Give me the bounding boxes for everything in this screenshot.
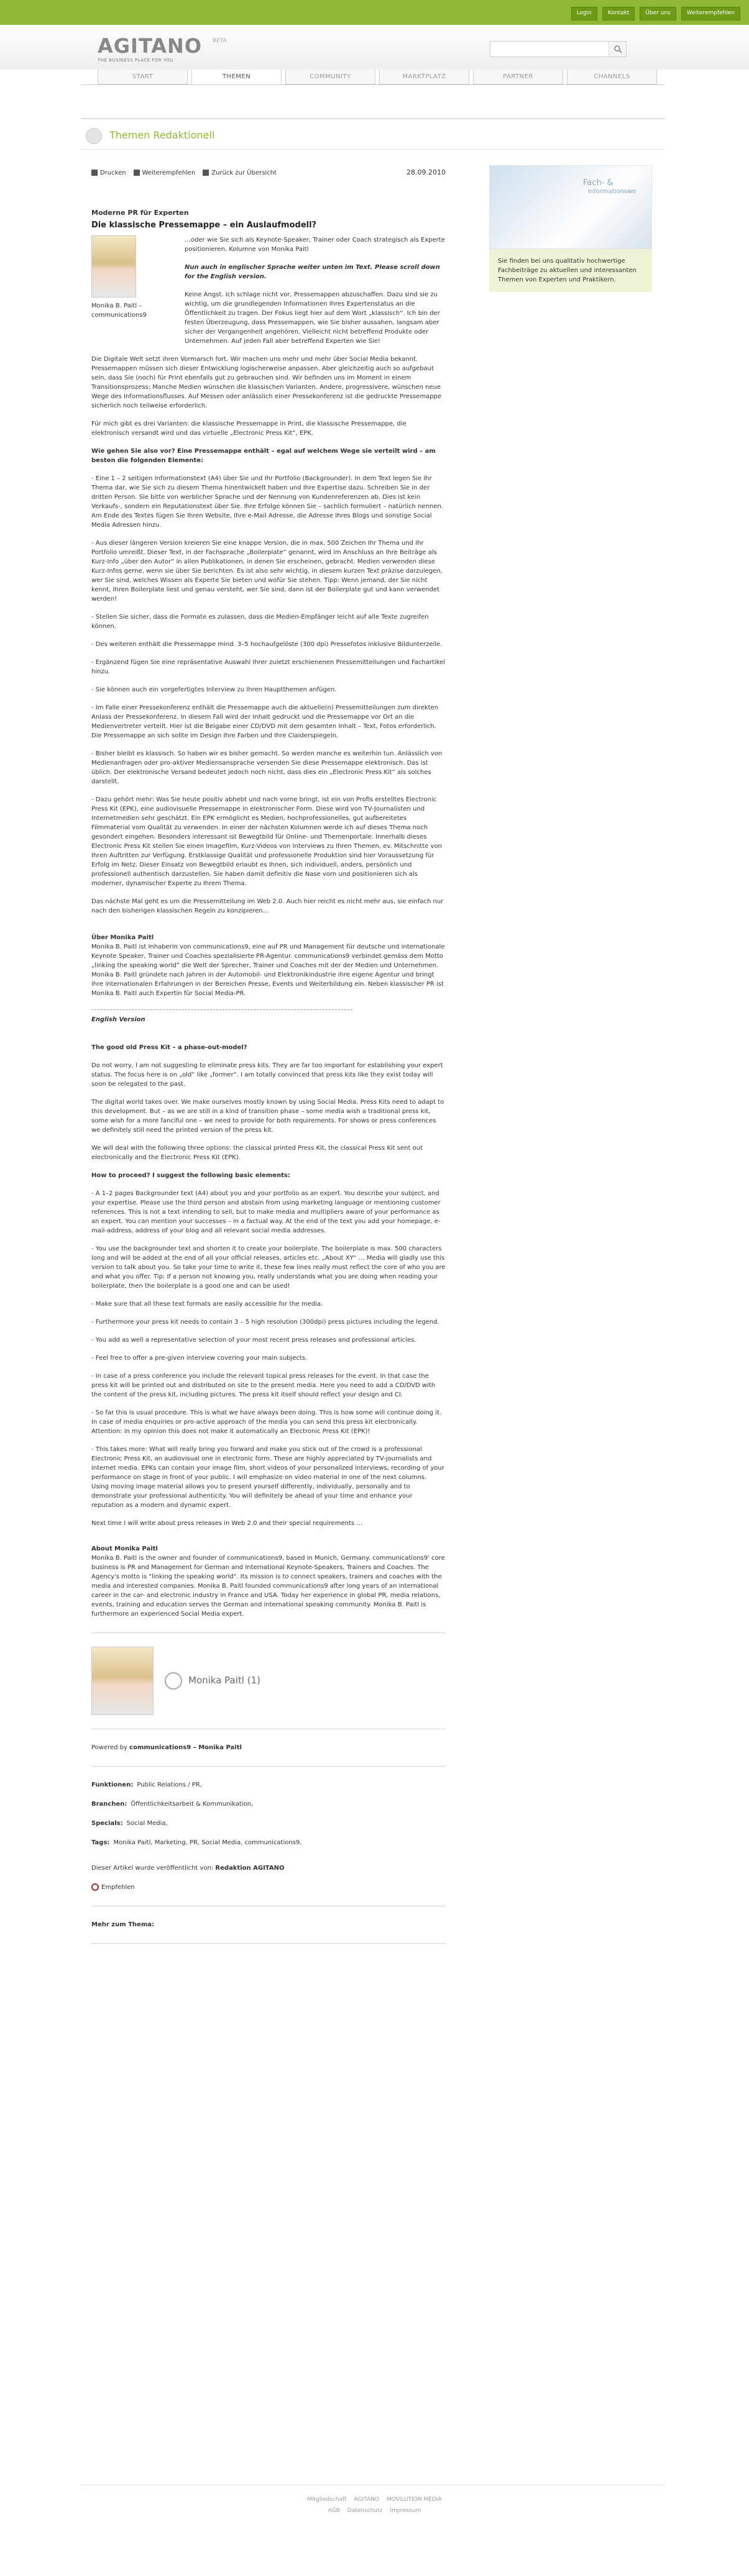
about-text-en: Monika B. Paitl is the owner and founder of communications9, based in Munich, Germany. communications9' core business is PR and Management for German and International Keynote-Speakers, Trainers and Coaches. The Agency's motto is "linking the speaking world". Its mission is to connect speakers, trainers and coaches with the media and interested companies. Monika B. Paitl founded communications9 after long years of an international career in the car- and electronic industry in France and USA. Today her experience in global PR, media relations, events, training and education serves the German and international speaking community. Monika B. Paitl is furthermore an experienced Social Media expert. xyxy=(91,1554,445,1618)
header xyxy=(0,25,749,70)
main-nav xyxy=(98,70,657,84)
section-divider-top xyxy=(81,118,665,119)
logo-text: AGITANO xyxy=(98,34,203,58)
paragraph-en: Next time I will write about press releases in Web 2.0 and their special requirements … xyxy=(91,1519,363,1527)
divider xyxy=(91,1766,446,1767)
profile-name[interactable]: Monika Paitl (1) xyxy=(188,1675,260,1686)
print-label: Drucken xyxy=(100,169,126,176)
about-button[interactable]: Über uns xyxy=(640,7,676,20)
author-org: communications9 xyxy=(91,311,147,319)
divider xyxy=(91,1943,446,1944)
paragraph-en: - A 1–2 pages Backgrounder text (A4) about you and your portfolio as an expert. You describe your subject, and your expertise. Please use the third person and abstain from using marketing language or mentioning customer references. This is not a text intending to sell, but to make media and multipliers aware of your performance as an expert. You can mention your successes – in a factual way. At the end of the text you add your homepage, e-mail-address, address of your blog and all relevant social media addresses. xyxy=(91,1190,441,1234)
branchen-label: Branchen: xyxy=(91,1800,127,1808)
profile-photo[interactable] xyxy=(91,1647,154,1715)
paragraph-en: - Make sure that all these text formats are easily accessible for the media. xyxy=(91,1300,323,1308)
paragraph-en: - Feel free to offer a pre-given interview covering your main subjects. xyxy=(91,1354,308,1362)
paragraph-de: Das nächste Mal geht es um die Pressemitteilung im Web 2.0. Auch hier reicht es nicht mehr aus, sie einfach nur nach den bisherigen klassischen Regeln zu konzipieren… xyxy=(91,898,444,914)
profile-icon xyxy=(165,1672,182,1690)
logo-beta: BETA xyxy=(213,38,227,44)
tab-themen[interactable]: THEMEN xyxy=(191,70,282,84)
article xyxy=(91,168,446,1957)
separator xyxy=(91,1009,352,1010)
published-value[interactable]: Redaktion AGITANO xyxy=(215,1864,285,1872)
author-photo xyxy=(91,235,136,298)
footer-link[interactable]: Impressum xyxy=(390,2508,421,2514)
paragraph-de: - Im Falle einer Pressekonferenz enthält die Pressemappe auch die aktuelle(n) Pressemitteilungen zum direkten Anlass der Pressekonferenz. In diesem Fall wird der Inhalt gedruckt und die Pressemappe vor Ort an die Medienvertreter verteilt. Hier ist die Beigabe einer CD/DVD mit dem gesamten Inhalt – Text, Fotos erforderlich. Die Pressemappe an sich sollte im Design Ihre Farben und Ihre Claiderspiegeln. xyxy=(91,704,439,739)
printer-icon xyxy=(91,170,98,176)
powered-by xyxy=(91,1743,446,1752)
recommend-site-button[interactable]: Weiterempfehlen xyxy=(681,7,740,20)
print-link[interactable] xyxy=(91,168,126,178)
english-headline: The good old Press Kit – a phase-out-model? xyxy=(91,1044,247,1051)
paragraph-en: The digital world takes over. We make ourselves mostly known by using Social Media. Press Kits need to adapt to this development. But – as we are still in a kind of transition phase – some media wish a traditional press kit, some wish for a more fanciful one – we need to provide for both requirements. For shows or press conferences we definitely still need the printed version of the press kit. xyxy=(91,1098,444,1134)
article-date: 28.09.2010 xyxy=(407,168,446,176)
footer-link[interactable]: AGB xyxy=(328,2508,340,2514)
logo[interactable] xyxy=(98,31,227,64)
about-text-de: Monika B. Paitl ist Inhaberin von communications9, eine auf PR und Management für deutsche und internationale Keynote Speaker, Trainer und Coaches spezialisierte PR-Agentur. communications9 verbindet gemäss dem Motto „linking the speaking world“ die Welt der Sprecher, Trainer und Coaches mit der der Medien und Unternehmen. Monika B. Paitl gründete nach Jahren in der Automobil- und Elektronikindustrie ihre eigene Agentur und bringt ihre internationalen Erfahrungen in der Bereichen Presse, Events und Weiterbildung ein. Neben klassischer PR ist Monika B. Paitl auch Expertin für Social Media-PR. xyxy=(91,943,445,997)
recommend-label: Empfehlen xyxy=(101,1883,135,1891)
meta-funktionen xyxy=(91,1780,446,1790)
globe-icon xyxy=(86,128,102,144)
back-link[interactable] xyxy=(203,168,277,178)
author-box xyxy=(91,235,185,355)
paragraph-en: - You use the backgrounder text and shorten it to create your boilerplate. The boilerplate is max. 500 characters long and will be added at the end of all your official releases, articles etc. „About XY“ … Media will gladly use this version to talk about you. So take your time to write it, these few lines really must reflect the core of who you are and what you offer. Tip: If a person not knowing you, really understands what you are doing when reading your boilerplate, then the boilerplate is a good one and can be used! xyxy=(91,1245,446,1290)
funktionen-label: Funktionen: xyxy=(91,1781,134,1788)
mail-icon xyxy=(134,170,140,176)
paragraph-en: Do not worry, I am not suggesting to eliminate press kits. They are far too important for establishing your expert status. The focus here is on „old“ like „former“. I am totally convinced that press kits like they exist today will soon be relegated to the past. xyxy=(91,1062,443,1088)
english-version-label: English Version xyxy=(91,1016,145,1023)
footer-link[interactable]: Mitgliedschaft xyxy=(307,2496,347,2503)
arrow-left-icon xyxy=(203,170,209,176)
paragraph-de: Für mich gibt es drei Varianten: die klassische Pressemappe in Print, die klassische Pressemappe, die elektronisch versandt wird und das virtuelle „Electronic Press Kit“, EPK. xyxy=(91,420,407,437)
paragraph-en: - Furthermore your press kit needs to contain 3 – 5 high resolution (300dpi) press pictures including the legend. xyxy=(91,1318,439,1326)
tags-value[interactable]: Monika Paitl, Marketing, PR, Social Media, communications9, xyxy=(113,1839,302,1846)
search-box xyxy=(490,41,627,57)
paragraph-de: - Dazu gehört mehr: Was Sie heute positiv abhebt und nach vorne bringt, ist ein von Profis erstelltes Electronic Press Kit (EPK), eine audiovisuelle Pressemappe in elektronischer Form. Diese wird von TV-Journalisten und Internetmedien sehr geschätzt. Ein EPK ermöglicht es Medien, hochprofessionelles, gut aufbereitetes Filmmaterial vom Qualität zu verwenden. In einer der nächsten Kolumnen werde ich auf dieses Thema noch gesondert eingehen. Besonders interessant ist Bewegtbild für Online- und Themenportale. Innerhalb dieses Electronic Press Kit stellen Sie einen Imagefilm, Kurz-Videos von Interviews zu Ihren Themen, ev. Mitschnitte von Ihren Auftritten zur Verfügung. Erstklassige Qualität und professionelle Produktion sind hier Voraussetzung für Erfolg im Netz. Dieser Einsatz von Bewegtbild erlaubt es Ihnen, sich individuell, anders, persönlich und professionell authentisch darzustellen. Sie haben damit definitiv die Nase vorn und positionieren sich als moderner, dynamischer Experte zu Ihrem Thema. xyxy=(91,796,442,887)
top-bar xyxy=(0,0,749,25)
specials-label: Specials: xyxy=(91,1819,123,1827)
more-heading: Mehr zum Thema: xyxy=(91,1921,154,1928)
specials-value[interactable]: Social Media, xyxy=(126,1819,168,1827)
branchen-value[interactable]: Öffentlichkeitsarbeit & Kommunikation, xyxy=(131,1800,254,1808)
article-tools xyxy=(91,168,446,178)
article-intro xyxy=(91,235,446,355)
paragraph-de: - Ergänzend fügen Sie eine repräsentative Auswahl Ihrer zuletzt erschienenen Pressemitteilungen und Fachartikel hinzu. xyxy=(91,658,446,675)
tab-community[interactable]: COMMUNITY xyxy=(285,70,375,84)
section-divider-bottom xyxy=(81,149,665,150)
english-note: Nun auch in englischer Sprache weiter unten im Text. Please scroll down for the English version. xyxy=(185,263,440,280)
tab-marktplatz[interactable]: MARKTPLATZ xyxy=(379,70,469,84)
recommend-label: Weiterempfehlen xyxy=(142,169,196,176)
published-by xyxy=(91,1864,446,1873)
recommend-button[interactable] xyxy=(91,1883,446,1892)
paragraph-de: Keine Angst. Ich schlage nicht vor, Pressemappen abzuschaffen. Dazu sind sie zu wichtig, um die grundlegenden Informationen Ihres Expertenstatus an die Öffentlichkeit zu tragen. Der Fokus liegt hier auf dem Wort „klassisch“. Ich bin der festen Überzeugung, dass Pressemappen, wie Sie bisher aussahen, langsam aber sicher der Vergangenheit angehören. Vielleicht nicht betreffend Produkte oder Unternehmen. Auf jeden Fall aber betreffend Experten wie Sie! xyxy=(185,291,440,345)
sidebar-image-sub: Informationswe xyxy=(588,188,636,195)
about-title-en: About Monika Paitl xyxy=(91,1545,158,1552)
paragraph-en: - In case of a press conference you include the relevant topical press releases for the event. In that case the press kit will be printed out and distributed on site to the present media. Here you need to add a CD/DVD with the content of the press kit, including pictures. The press kit itself should reflect your design and CI. xyxy=(91,1372,436,1398)
sidebar-text: Sie finden bei uns qualitativ hochwertige Fachbeiträge zu aktuellen und interessanten Themen von Experten und Praktikern. xyxy=(489,249,652,292)
search-icon xyxy=(613,45,622,53)
author-profile xyxy=(91,1647,446,1715)
login-button[interactable]: Login xyxy=(571,7,597,20)
paragraph-de: Wie gehen Sie also vor? Eine Pressemappe enthält – egal auf welchem Wege sie verteilt wird – am besten die folgenden Elemente: xyxy=(91,447,436,464)
funktionen-value[interactable]: Public Relations / PR, xyxy=(137,1781,202,1788)
divider xyxy=(91,1632,446,1633)
paragraph-de: Die Digitale Welt setzt ihren Vormarsch fort. Wir machen uns mehr und mehr über Social Media bekannt. Pressemappen müssen sich dieser Entwicklung logischerweise anpassen. Aber gleichzeitig auch so aufgebaut sein, dass Sie (noch) für Print ebenfalls gut zu gebrauchen sind. Wir befinden uns im Moment in einem Transitionsprozess: Manche Medien wünschen die klassischen Varianten. Andere, progressivere, wünschen neue Wege des Informationsflusses. Auf Messen oder anlässlich einer Pressekonferenz ist die gedruckte Pressemappe sicherlich noch teilweise erforderlich. xyxy=(91,355,442,409)
article-headline: Die klassische Pressemappe – ein Auslaufmodell? xyxy=(91,221,317,230)
intro-text xyxy=(185,235,446,355)
about-title-de: Über Monika Paitl xyxy=(91,934,154,941)
footer-link[interactable]: Datenschutz xyxy=(347,2508,383,2514)
meta-specials xyxy=(91,1819,446,1828)
sidebar-image[interactable] xyxy=(489,165,652,249)
meta-tags xyxy=(91,1838,446,1847)
tab-channels[interactable]: CHANNELS xyxy=(567,70,657,84)
logo-tagline: THE BUSINESS PLACE FOR YOU xyxy=(98,58,174,63)
paragraph-en: We will deal with the following three options: the classical printed Press Kit, the classical Press Kit sent out electronically and the Electronic Press Kit (EPK). xyxy=(91,1144,423,1161)
paragraph-en: - You add as well a representative selection of your most recent press releases and professional articles. xyxy=(91,1336,416,1344)
footer-link[interactable]: MOVILUTION MEDIA xyxy=(386,2496,442,2503)
search-button[interactable] xyxy=(609,42,626,57)
paragraph-de: - Des weiteren enthält die Pressemappe mind. 3–5 hochaufgelöste (300 dpi) Pressefotos inklusive Bildunterzeile. xyxy=(91,640,443,648)
tab-partner[interactable]: PARTNER xyxy=(473,70,563,84)
search-input[interactable] xyxy=(490,42,606,57)
meta-branchen xyxy=(91,1800,446,1809)
powered-value[interactable]: communications9 – Monika Paitl xyxy=(129,1744,242,1751)
article-kicker: Moderne PR für Experten xyxy=(91,208,189,217)
recommend-icon xyxy=(91,1883,99,1891)
footer-links-secondary xyxy=(0,2507,749,2516)
tags-label: Tags: xyxy=(91,1839,110,1846)
paragraph-de: - Eine 1 – 2 seitigen Informationstext (A4) über Sie und Ihr Portfolio (Backgrounder). In dem Text legen Sie Ihr Thema dar, wie Sie sich zu diesem Thema hinentwickelt haben und Ihre Expertise dazu. Schreiben Sie in der dritten Person. Sie bitte von werblicher Sprache und der Nennung von Kundenreferenzen ab. Dies ist kein Verkaufs-, sondern ein Reputationstext über Sie. Ihre Erfolge können Sie – sachlich formuliert – natürlich nennen. Am Ende des Textes fügen Sie Ihren Website, Ihre e-Mail Adresse, die Adresse Ihres Blogs und sonstige Social Media Adressen hinzu. xyxy=(91,475,443,529)
back-label: Zurück zur Übersicht xyxy=(211,169,277,176)
paragraph-de: - Aus dieser längeren Version kreieren Sie eine knappe Version, die in max. 500 Zeichen Ihr Thema und Ihr Portfolio umreißt. Dieser Text, in der Fachsprache „Boilerplate“ genannt, wird im Anschluss an Ihre Beiträge als Kurz-Info „über den Autor“ in allen Publikationen, in denen Sie erscheinen, gebracht. Medien verwenden diese Kurz-Infos gerne, wenn sie über Sie berichten. Es ist also sehr wichtig, in diesem kurzen Text präzise darzulegen, wer Sie sind, welches Wissen als Experte Sie bieten und wofür Sie stehen. Tipp: Wenn jemand, der Sie nicht kennt, Ihren Boilerplate liest und genau versteht, wer Sie sind, dann ist der Boilerplate gut und kann verwendet werden! xyxy=(91,539,443,603)
sidebar xyxy=(489,165,652,292)
section-title: Themen Redaktionell xyxy=(109,129,215,141)
author-name: Monika B. Paitl – xyxy=(91,302,142,309)
paragraph-en: - This takes more: What will really bring you forward and make you stick out of the crowd is a professional Electronic Press Kit, an audiovisual one in electronic form. These are highly appreciated by TV-journalists and internet media. EPKs can contain your image film, short videos of your personalized interviews, recording of your performance on stage in front of your public. I will emphasize on video material in one of the next columns. Using moving image material allows you to present yourself differently, individually, personally and to demonstrate your professional authenticity. You will definitely be ahead of your time and enhance your reputation as a modern and dynamic expert. xyxy=(91,1445,444,1509)
paragraph-de: - Bisher bleibt es klassisch. So haben wir es bisher gemacht. So werden manche es weiterhin tun. Anlässlich von Medienanfragen oder pro-aktiver Mediensansprache versenden Sie diese Pressemappe elektronisch. Das ist üblich. Der elektronische Versand bedeutet jedoch noch nicht, dass dies ein „Electronic Press Kit“ als solches darstellt. xyxy=(91,750,443,785)
top-buttons xyxy=(571,7,740,20)
footer-links xyxy=(0,2496,749,2505)
tab-start[interactable]: START xyxy=(98,70,188,84)
contact-button[interactable]: Kontakt xyxy=(602,7,635,20)
intro-paragraph: …oder wie Sie sich als Keynote-Speaker, Trainer oder Coach strategisch als Experte positionieren. Kolumne von Monika Paitl xyxy=(185,236,445,253)
recommend-link[interactable] xyxy=(134,168,196,178)
paragraph-de: - Sie können auch ein vorgefertigtes Interview zu Ihren Hauptthemen anfügen. xyxy=(91,686,337,693)
paragraph-de: - Stellen Sie sicher, dass die Formate es zulassen, dass die Medien-Empfänger leicht auf alle Texte zugreifen können. xyxy=(91,613,429,630)
paragraph-en: How to proceed? I suggest the following basic elements: xyxy=(91,1172,290,1179)
powered-label: Powered by xyxy=(91,1744,127,1751)
paragraph-en: - So far this is usual procedure. This is what we have always been doing. This is how some will continue doing it. In case of media enquiries or pro-active approach of the media you can send this press kit electronically. Attention: in my opinion this does not make it automatically an Electronic Press Kit (EPK)! xyxy=(91,1409,442,1435)
published-label: Dieser Artikel wurde veröffentlicht von: xyxy=(91,1864,214,1872)
footer-link[interactable]: AGITANO xyxy=(354,2496,379,2503)
sidebar-image-title: Fach- & xyxy=(583,178,613,188)
nav-divider xyxy=(81,84,665,85)
